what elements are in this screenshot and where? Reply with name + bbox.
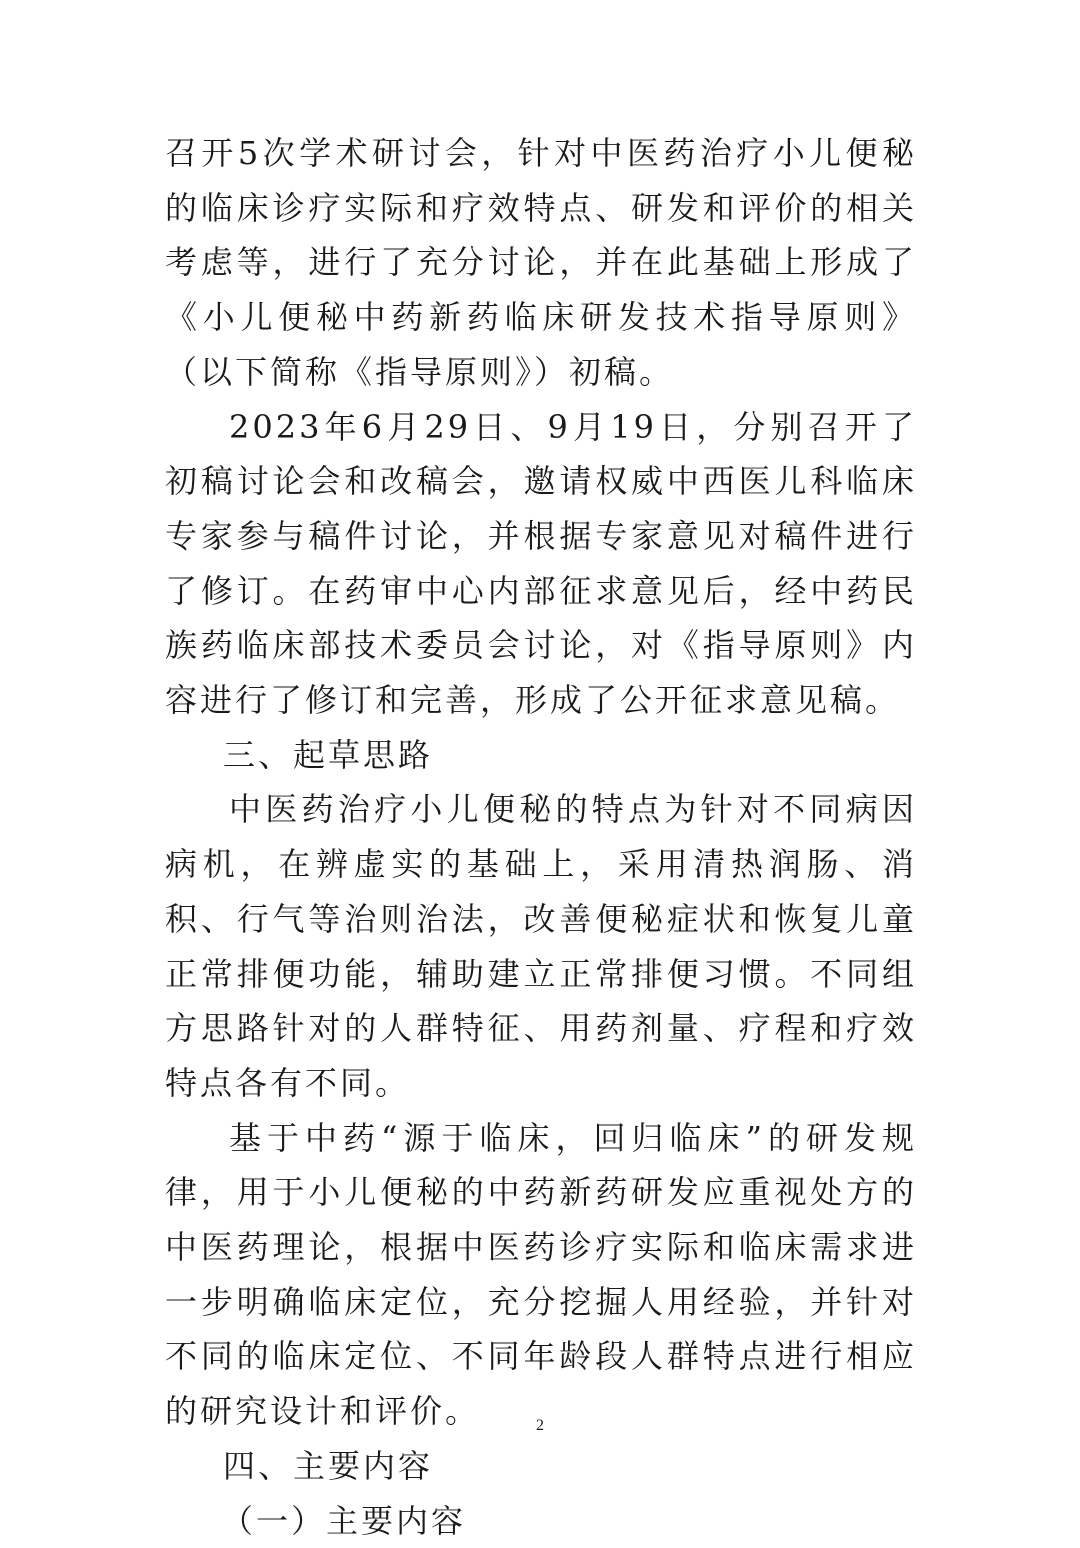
paragraph-treatment-features: 中医药治疗小儿便秘的特点为针对不同病因病机，在辨虚实的基础上，采用清热润肠、消积、行气等治则治法，改善便秘症状和恢复儿童正常排便功能，辅助建立正常排便习惯。不同组方思路针对的人群特征、用药剂量、疗程和疗效特点各有不同。 xyxy=(165,790,917,1102)
section-heading-main-content: 四、主要内容 xyxy=(223,1446,434,1485)
paragraph-meetings: 2023年6月29日、9月19日，分别召开了初稿讨论会和改稿会，邀请权威中西医儿科临床专家参与稿件讨论，并根据专家意见对稿件进行了修订。在药审中心内部征求意见后，经中药民族药临床部技术委员会讨论，对《指导原则》内容进行了修订和完善，形成了公开征求意见稿。 xyxy=(165,407,917,720)
subsection-heading-main-content: （一）主要内容 xyxy=(221,1501,467,1540)
paragraph-research-principles: 基于中药“源于临床，回归临床”的研发规律，用于小儿便秘的中药新药研发应重视处方的中医药理论，根据中医药诊疗实际和临床需求进一步明确临床定位，充分挖掘人用经验，并针对不同的临床定位、不同年龄段人群特点进行相应的研究设计和评价。 xyxy=(165,1118,917,1431)
paragraph-continuation: 召开5次学术研讨会，针对中医药治疗小儿便秘的临床诊疗实际和疗效特点、研发和评价的相关考虑等，进行了充分讨论，并在此基础上形成了《小儿便秘中药新药临床研发技术指导原则》（以下简称《指导原则》）初稿。 xyxy=(165,134,917,391)
document-body xyxy=(165,126,917,1548)
page-number: 2 xyxy=(536,1417,544,1434)
section-heading-drafting-ideas: 三、起草思路 xyxy=(223,735,434,774)
